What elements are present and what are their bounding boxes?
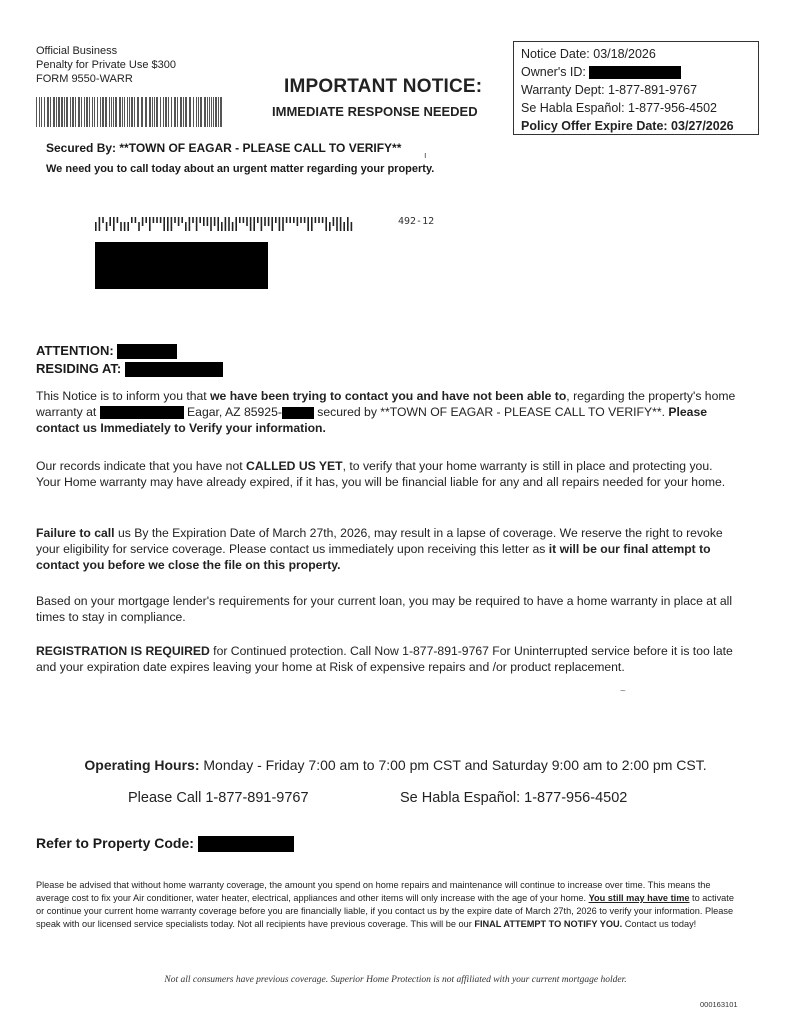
postal-bar <box>142 217 144 226</box>
barcode-bar <box>115 97 117 127</box>
postal-bar <box>221 222 223 231</box>
postal-bar <box>282 217 284 231</box>
official-business-block <box>36 44 176 86</box>
postal-bar <box>228 217 230 231</box>
postal-bar <box>322 217 324 223</box>
official-line-1: Official Business <box>36 45 118 57</box>
barcode-bar <box>183 97 184 127</box>
property-code-redaction <box>198 836 294 852</box>
barcode-bar <box>50 97 51 127</box>
paragraph-mortgage: Based on your mortgage lender's requirements for your current loan, you may be required to have a home warranty in place at all times to stay in compliance. <box>36 594 733 624</box>
postal-bar <box>196 217 198 231</box>
barcode-bar <box>185 97 187 127</box>
policy-expire-date: Policy Offer Expire Date: 03/27/2026 <box>521 119 734 133</box>
barcode-bar <box>61 97 63 127</box>
property-address-redaction <box>100 406 184 419</box>
paragraph-contact-notice <box>36 388 736 436</box>
p5-text-b: for Continued protection. Call Now 1-877-891-9767 For Uninterrupted service before it is too late and your expiration date expires leaving your home at Risk of expensive repairs and /or product replacement. <box>36 644 733 674</box>
postal-bar <box>297 217 299 226</box>
barcode-bar <box>160 97 161 127</box>
barcode-bar <box>171 97 172 127</box>
postal-sort-code: 492-12 <box>398 216 435 227</box>
p1-bold-tried-contact: we have been trying to contact you and have not been able to <box>210 389 567 403</box>
barcode-bar <box>97 97 98 127</box>
postal-barcode <box>95 217 355 231</box>
postal-bar <box>189 217 191 231</box>
paragraph-failure <box>36 525 736 573</box>
p2-text-c: , to verify that your home warranty is still in place and protecting you. Your Home warranty may have already expired, if it has, you will be financial liable for any and all repairs needed for your home. <box>36 459 726 489</box>
attention-name-redaction <box>117 344 177 359</box>
barcode-bar <box>94 97 95 127</box>
fine-print-still-time: You still may have time <box>588 893 690 903</box>
barcode-bar <box>174 97 176 127</box>
residing-address-redaction <box>125 362 223 377</box>
barcode-bar <box>168 97 169 127</box>
attention-label: ATTENTION: <box>36 343 114 358</box>
barcode-bar <box>56 97 57 127</box>
postal-barcode-graphic <box>95 217 355 231</box>
postal-bar <box>347 217 349 231</box>
barcode-bar <box>66 97 68 127</box>
postal-bar <box>124 222 126 231</box>
fine-print <box>36 879 736 931</box>
barcode-bar <box>124 97 125 127</box>
postal-bar <box>275 217 277 223</box>
barcode-bar <box>220 97 222 127</box>
p1-text-e: secured by **TOWN OF EAGAR - PLEASE CALL TO VERIFY**. <box>313 405 669 419</box>
barcode-bar <box>200 97 202 127</box>
postal-bar <box>340 217 342 231</box>
postal-bar <box>214 217 216 226</box>
barcode-bar <box>204 97 206 127</box>
barcode-bar <box>102 97 104 127</box>
postal-bar <box>153 217 155 223</box>
postal-bar <box>315 217 317 223</box>
postal-bar <box>311 217 313 231</box>
fine-print-a: Please be advised that without home warranty coverage, the amount you spend on home repairs and maintenance will continue to increase over time. This means the average cost to fix your Air conditioner, water heater, electrical, appliances and other items will only increase with the age of your home. <box>36 880 711 903</box>
barcode-bar <box>64 97 65 127</box>
barcode-bar <box>119 97 121 127</box>
postal-bar <box>127 222 129 231</box>
barcode-bar <box>163 97 164 127</box>
postal-bar <box>289 217 291 223</box>
p2-text-a: Our records indicate that you have not <box>36 459 247 473</box>
paragraph-records <box>36 458 736 490</box>
postal-bar <box>207 217 209 226</box>
mailing-address-redaction <box>95 242 268 289</box>
barcode-bar <box>193 97 194 127</box>
barcode-bar <box>47 97 49 127</box>
barcode-bar <box>84 97 85 127</box>
postal-bar <box>210 217 212 231</box>
postal-bar <box>217 217 219 231</box>
postal-bar <box>336 217 338 231</box>
form-number: FORM 9550-WARR <box>36 73 133 85</box>
postal-bar <box>250 217 252 231</box>
barcode-bar <box>141 97 143 127</box>
postal-bar <box>145 217 147 223</box>
postal-bar <box>271 217 273 231</box>
barcode-bar <box>134 97 135 127</box>
property-code-row <box>36 835 294 852</box>
postal-bar <box>185 222 187 231</box>
barcode-bar <box>41 97 42 127</box>
p1-text-c: , regarding the property's home warranty at <box>36 389 736 419</box>
p1-text-a: This Notice is to inform you that <box>36 389 211 403</box>
barcode-bar <box>58 97 60 127</box>
postal-bar <box>243 217 245 223</box>
postal-bar <box>138 222 140 231</box>
attention-block <box>36 342 223 378</box>
spanish-phone: Se Habla Español: 1-877-956-4502 <box>400 790 628 806</box>
postal-bar <box>343 222 345 231</box>
se-habla-phone: Se Habla Español: 1-877-956-4502 <box>521 101 717 115</box>
barcode-bar <box>180 97 182 127</box>
call-phone: Please Call 1-877-891-9767 <box>128 790 309 806</box>
barcode-bar <box>70 97 71 127</box>
postal-bar <box>257 217 259 223</box>
barcode-bar <box>213 97 214 127</box>
zip-extension-redaction <box>282 407 314 419</box>
postal-bar <box>181 217 183 223</box>
barcode-bar <box>111 97 112 127</box>
notice-title: IMPORTANT NOTICE: <box>284 76 483 97</box>
postal-bar <box>225 217 227 231</box>
barcode-bar <box>72 97 74 127</box>
postal-bar <box>131 217 133 223</box>
barcode-bar <box>109 97 110 127</box>
postal-bar <box>300 217 302 223</box>
barcode-bar <box>78 97 80 127</box>
stray-mark-dash: ~ <box>620 686 626 697</box>
postal-bar <box>286 217 288 223</box>
postal-bar <box>351 222 353 231</box>
property-code-label: Refer to Property Code: <box>36 835 194 851</box>
owner-id-redaction <box>589 66 681 79</box>
barcode-bar <box>165 97 167 127</box>
warranty-dept-phone: Warranty Dept: 1-877-891-9767 <box>521 83 698 97</box>
postal-bar <box>163 217 165 231</box>
postal-bar <box>279 217 281 231</box>
barcode-bar <box>156 97 158 127</box>
postal-bar <box>325 217 327 231</box>
postal-bar <box>264 217 266 226</box>
postal-bar <box>120 222 122 231</box>
postal-bar <box>160 217 162 223</box>
barcode-graphic <box>36 97 224 127</box>
barcode-bar <box>53 97 55 127</box>
owner-id-label: Owner's ID: <box>521 65 586 79</box>
barcode-bar <box>81 97 82 127</box>
notice-date: Notice Date: 03/18/2026 <box>521 47 656 61</box>
paragraph-registration <box>36 643 736 675</box>
postal-bar <box>318 217 320 223</box>
barcode-bar <box>207 97 208 127</box>
postal-bar <box>261 217 263 231</box>
postal-bar <box>113 217 115 231</box>
fine-print-final-attempt: FINAL ATTEMPT TO NOTIFY YOU. <box>474 919 623 929</box>
barcode-bar <box>215 97 217 127</box>
barcode-bar <box>198 97 199 127</box>
stray-mark: ı <box>424 150 427 160</box>
document-number: 000163101 <box>700 1000 738 1009</box>
postal-bar <box>329 222 331 231</box>
barcode-bar <box>122 97 123 127</box>
secured-by-line: Secured By: **TOWN OF EAGAR - PLEASE CALL TO VERIFY** <box>46 141 402 155</box>
owner-id-row <box>521 63 751 81</box>
residing-row <box>36 360 223 378</box>
barcode-bar <box>36 97 37 127</box>
notice-subtitle: IMMEDIATE RESPONSE NEEDED <box>272 104 478 119</box>
postal-bar <box>307 217 309 231</box>
p5-bold-registration: REGISTRATION IS REQUIRED <box>36 644 210 658</box>
barcode-bar <box>86 97 88 127</box>
postal-bar <box>171 217 173 231</box>
postal-bar <box>135 217 137 223</box>
barcode-bar <box>129 97 130 127</box>
p3-bold-failure: Failure to call <box>36 526 115 540</box>
postal-bar <box>149 217 151 231</box>
residing-label: RESIDING AT: <box>36 361 122 376</box>
postal-bar <box>174 217 176 223</box>
postal-bar <box>192 217 194 223</box>
attention-row <box>36 342 223 360</box>
barcode-bar <box>127 97 128 127</box>
barcode-bar <box>152 97 153 127</box>
barcode-bar <box>131 97 133 127</box>
p1-text-d: Eagar, AZ 85925- <box>183 405 282 419</box>
operating-hours <box>0 757 791 773</box>
p3-bold-final: it will be our final attempt to contact you before we close the file on this property. <box>36 542 711 572</box>
postal-bar <box>178 217 180 226</box>
barcode-bar <box>211 97 212 127</box>
barcode-bar <box>149 97 151 127</box>
postal-bar <box>232 222 234 231</box>
postal-bar <box>268 217 270 226</box>
postal-bar <box>333 217 335 226</box>
barcode-bar <box>154 97 155 127</box>
barcode-bar <box>218 97 219 127</box>
barcode-bar <box>145 97 147 127</box>
barcode-bar <box>75 97 76 127</box>
postal-bar <box>109 217 111 226</box>
postal-bar <box>156 217 158 223</box>
postal-bar <box>95 222 97 231</box>
postal-bar <box>203 217 205 226</box>
barcode-bar <box>105 97 107 127</box>
postal-bar <box>117 217 119 223</box>
postal-bar <box>239 217 241 223</box>
notice-info-box <box>513 41 759 135</box>
barcode-bar <box>189 97 191 127</box>
urgent-line: We need you to call today about an urgent matter regarding your property. <box>46 163 435 175</box>
official-line-2: Penalty for Private Use $300 <box>36 59 177 71</box>
fine-print-e: Contact us today! <box>622 919 697 929</box>
postal-bar <box>99 217 101 231</box>
postal-bar <box>246 217 248 226</box>
footer-disclaimer: Not all consumers have previous coverage. Superior Home Protection is not affiliated with your current mortgage holder. <box>164 975 627 985</box>
p2-bold-called: CALLED US YET <box>246 459 343 473</box>
barcode-bar <box>39 97 40 127</box>
operating-hours-text: Monday - Friday 7:00 am to 7:00 pm CST and Saturday 9:00 am to 2:00 pm CST. <box>199 757 707 773</box>
fine-print-c: to activate or continue your current home warranty coverage before you are financially liable, if you contact us by the expire date of March 27th, 2026 to verify your information. Please speak with our licensed service specialists today. Not all recipients have previous coverage. This will be our <box>36 893 734 929</box>
postal-bar <box>235 217 237 231</box>
p3-text-b: us By the Expiration Date of March 27th, 2026, may result in a lapse of coverage. We reserve the right to revoke your eligibility for service coverage. Please contact us immediately upon receiving this letter as <box>36 526 723 556</box>
barcode-bar <box>177 97 178 127</box>
postal-bar <box>106 222 108 231</box>
postal-bar <box>199 217 201 223</box>
barcode <box>36 97 224 127</box>
operating-hours-label: Operating Hours: <box>84 757 200 773</box>
postal-bar <box>253 217 255 231</box>
barcode-bar <box>113 97 114 127</box>
postal-bar <box>102 217 104 223</box>
p1-bold-verify: Please contact us Immediately to Verify your information. <box>36 405 708 435</box>
barcode-bar <box>209 97 210 127</box>
postal-bar <box>167 217 169 231</box>
postal-bar <box>304 217 306 223</box>
barcode-bar <box>100 97 101 127</box>
barcode-bar <box>137 97 139 127</box>
barcode-bar <box>92 97 93 127</box>
barcode-bar <box>89 97 90 127</box>
postal-bar <box>293 217 295 223</box>
barcode-bar <box>196 97 197 127</box>
barcode-bar <box>44 97 45 127</box>
